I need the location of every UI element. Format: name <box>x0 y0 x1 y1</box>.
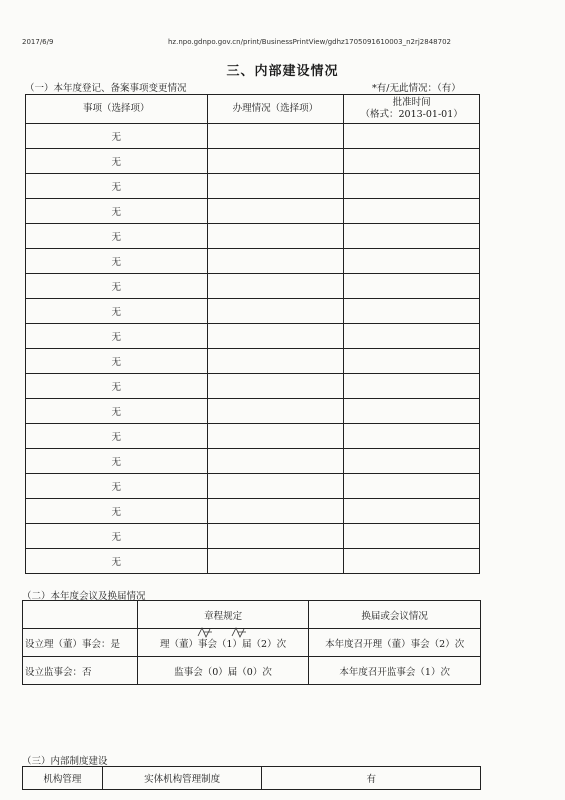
header-meetings: 换届或会议情况 <box>309 601 481 629</box>
changes-table <box>25 94 480 574</box>
changes-table-row <box>26 149 480 174</box>
changes-table-header <box>26 95 480 124</box>
internal-rules-table <box>22 766 481 790</box>
row-handling-cell <box>207 474 344 499</box>
row-approval-time-cell <box>344 349 480 374</box>
changes-table-row <box>26 199 480 224</box>
row-item-cell: 无 <box>26 424 208 449</box>
supervisory-label: 设立监事会：否 <box>23 657 138 685</box>
row-handling-cell <box>207 174 344 199</box>
row-handling-cell <box>207 424 344 449</box>
row-handling-cell <box>207 299 344 324</box>
row-handling-cell <box>207 274 344 299</box>
row-item-cell: 无 <box>26 274 208 299</box>
row-approval-time-cell <box>344 524 480 549</box>
row-handling-cell <box>207 249 344 274</box>
row-handling-cell <box>207 549 344 574</box>
section1-heading: （一）本年度登记、备案事项变更情况 <box>25 83 187 94</box>
row-item-cell: 无 <box>26 449 208 474</box>
row-approval-time-cell <box>344 224 480 249</box>
row-approval-time-cell <box>344 449 480 474</box>
row-approval-time-cell <box>344 149 480 174</box>
row-handling-cell <box>207 324 344 349</box>
board-rules <box>137 629 309 657</box>
header-approval-time-format: （格式：2013-01-01） <box>360 109 463 120</box>
row-item-cell: 无 <box>26 499 208 524</box>
row-approval-time-cell <box>344 199 480 224</box>
row-approval-time-cell <box>344 274 480 299</box>
page-title: 三、内部建设情况 <box>226 64 339 79</box>
row-item-cell: 无 <box>26 524 208 549</box>
changes-table-row <box>26 524 480 549</box>
row-item-cell: 无 <box>26 374 208 399</box>
row-handling-cell <box>207 374 344 399</box>
changes-table-row <box>26 299 480 324</box>
changes-table-row <box>26 449 480 474</box>
row-handling-cell <box>207 399 344 424</box>
row-item-cell: 无 <box>26 174 208 199</box>
row-approval-time-cell <box>344 299 480 324</box>
changes-table-row <box>26 474 480 499</box>
supervisory-row <box>23 657 481 685</box>
supervisory-meetings: 本年度召开监事会（1）次 <box>309 657 481 685</box>
row-item-cell: 无 <box>26 549 208 574</box>
row-approval-time-cell <box>344 399 480 424</box>
row-item-cell: 无 <box>26 149 208 174</box>
changes-table-row <box>26 349 480 374</box>
changes-table-row <box>26 499 480 524</box>
row-approval-time-cell <box>344 124 480 149</box>
meetings-table <box>22 600 481 685</box>
row-item-cell: 无 <box>26 249 208 274</box>
board-label: 设立理（董）事会：是 <box>23 629 138 657</box>
row-handling-cell <box>207 449 344 474</box>
meetings-header-row <box>23 601 481 629</box>
row-item-cell: 无 <box>26 299 208 324</box>
changes-table-row <box>26 424 480 449</box>
changes-table-row <box>26 374 480 399</box>
row-approval-time-cell <box>344 499 480 524</box>
changes-table-row <box>26 274 480 299</box>
row-item-cell: 无 <box>26 399 208 424</box>
org-management-cell: 机构管理 <box>23 767 103 790</box>
header-handling: 办理情况（选择项） <box>207 95 344 124</box>
row-approval-time-cell <box>344 249 480 274</box>
changes-table-row <box>26 399 480 424</box>
header-item: 事项（选择项） <box>26 95 208 124</box>
changes-table-row <box>26 549 480 574</box>
row-handling-cell <box>207 224 344 249</box>
row-item-cell: 无 <box>26 349 208 374</box>
changes-table-row <box>26 124 480 149</box>
row-handling-cell <box>207 149 344 174</box>
row-approval-time-cell <box>344 424 480 449</box>
header-approval-time-label: 批准时间 <box>392 96 431 108</box>
row-approval-time-cell <box>344 374 480 399</box>
header-rules: 章程规定 <box>137 601 309 629</box>
section3-heading: （三）内部制度建设 <box>22 756 108 767</box>
board-meetings: 本年度召开理（董）事会（2）次 <box>309 629 481 657</box>
print-date: 2017/6/9 <box>22 38 54 46</box>
row-item-cell: 无 <box>26 124 208 149</box>
changes-table-row <box>26 249 480 274</box>
section2-heading: （二）本年度会议及换届情况 <box>22 591 146 602</box>
entity-rules-cell: 实体机构管理制度 <box>102 767 262 790</box>
row-item-cell: 无 <box>26 474 208 499</box>
row-approval-time-cell <box>344 549 480 574</box>
supervisory-rules: 监事会（0）届（0）次 <box>137 657 309 685</box>
changes-table-row <box>26 224 480 249</box>
has-rules-cell: 有 <box>262 767 481 790</box>
row-approval-time-cell <box>344 174 480 199</box>
row-item-cell: 无 <box>26 224 208 249</box>
row-item-cell: 无 <box>26 324 208 349</box>
row-handling-cell <box>207 524 344 549</box>
row-approval-time-cell <box>344 324 480 349</box>
changes-table-row <box>26 174 480 199</box>
row-handling-cell <box>207 199 344 224</box>
section1-status: *有/无此情况：（有） <box>372 83 461 94</box>
row-handling-cell <box>207 349 344 374</box>
row-item-cell: 无 <box>26 199 208 224</box>
row-handling-cell <box>207 499 344 524</box>
header-approval-time <box>344 95 480 124</box>
row-approval-time-cell <box>344 474 480 499</box>
board-rules-text: 理（董）事会（1）届（2）次 <box>160 638 287 650</box>
print-url: hz.npo.gdnpo.gov.cn/print/BusinessPrintView/gdhz1705091610003_n2rj2848702 <box>168 38 451 46</box>
internal-rules-row <box>23 767 481 790</box>
board-row <box>23 629 481 657</box>
changes-table-row <box>26 324 480 349</box>
row-handling-cell <box>207 124 344 149</box>
meetings-header-empty <box>23 601 138 629</box>
